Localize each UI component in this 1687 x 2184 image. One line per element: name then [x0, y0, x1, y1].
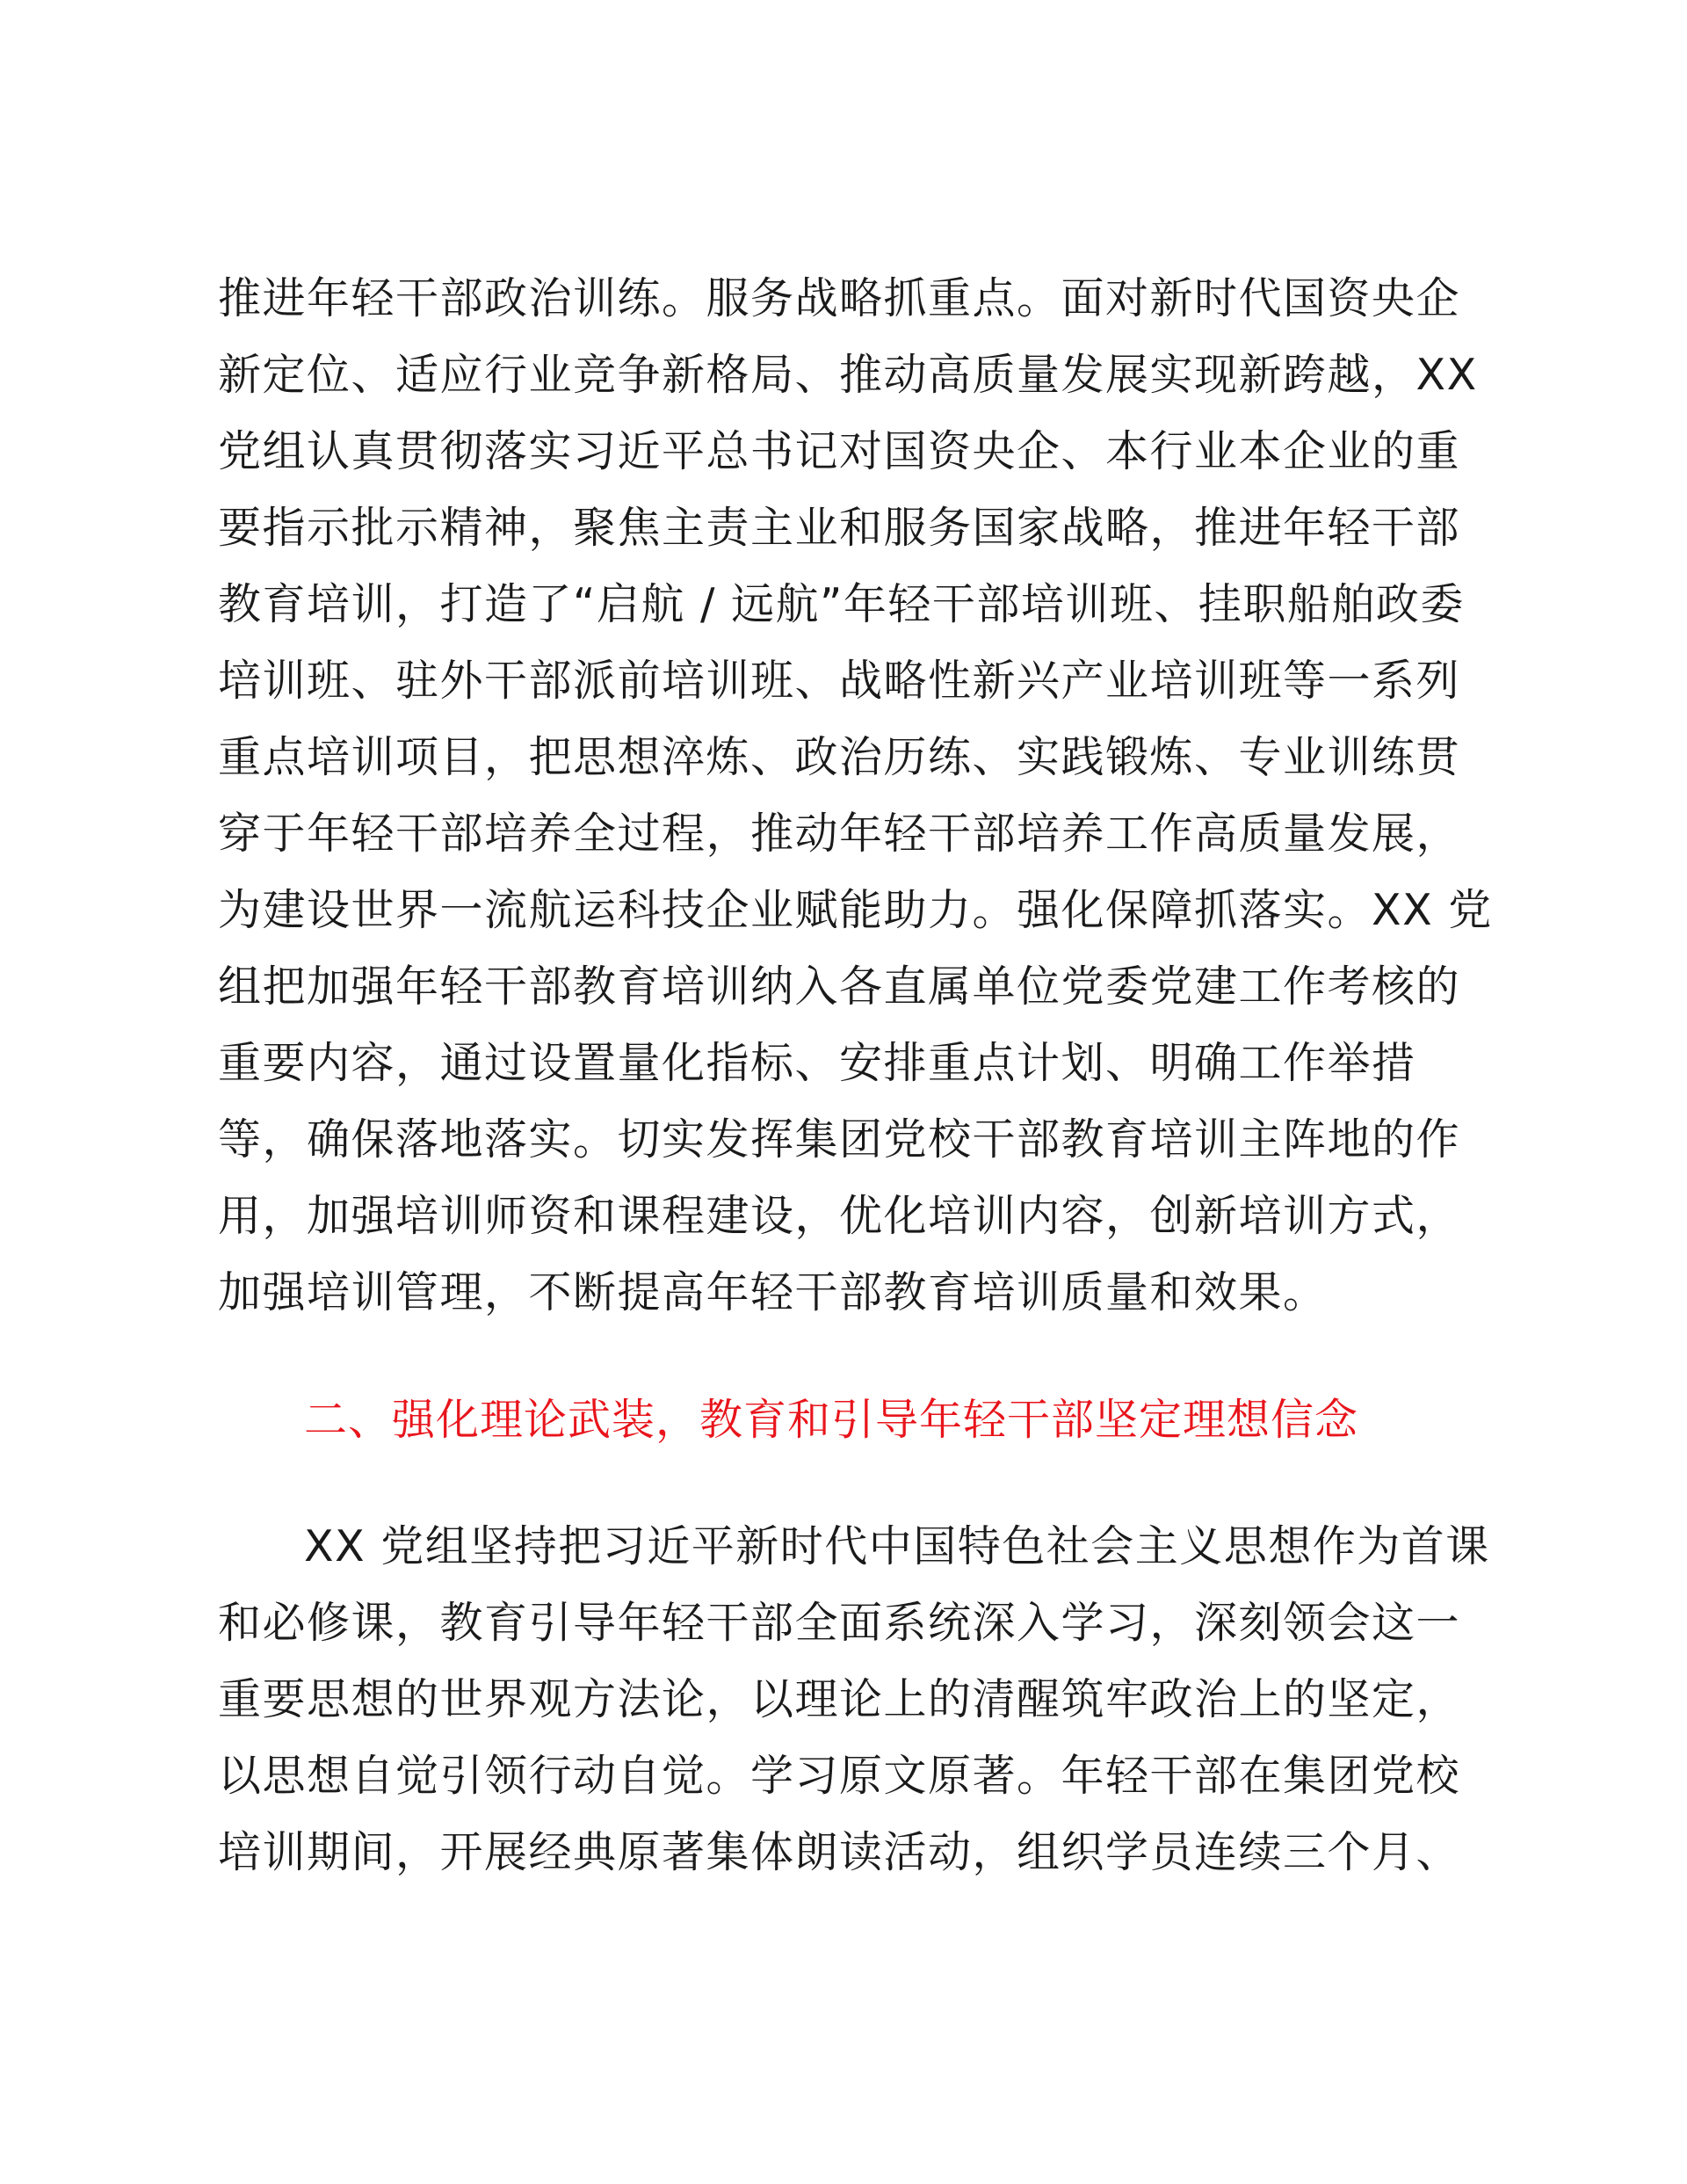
paragraph1-line: 要指示批示精神，聚焦主责主业和服务国家战略，推进年轻干部 — [218, 503, 1461, 553]
paragraph1-line: 重要内容，通过设置量化指标、安排重点计划、明确工作举措 — [218, 1038, 1416, 1088]
paragraph1-line: 加强培训管理，不断提高年轻干部教育培训质量和效果。 — [218, 1267, 1328, 1317]
paragraph2-line: 和必修课，教育引导年轻干部全面系统深入学习，深刻领会这一 — [218, 1598, 1461, 1648]
paragraph1-line: 党组认真贯彻落实习近平总书记对国资央企、本行业本企业的重 — [218, 426, 1461, 476]
paragraph2-line: XX 党组坚持把习近平新时代中国特色社会主义思想作为首课 — [304, 1521, 1490, 1571]
paragraph1-line: 重点培训项目，把思想淬炼、政治历练、实践锻炼、专业训练贯 — [218, 732, 1461, 782]
paragraph1-line: 组把加强年轻干部教育培训纳入各直属单位党委党建工作考核的 — [218, 961, 1461, 1012]
paragraph2-line: 培训期间，开展经典原著集体朗读活动，组织学员连续三个月、 — [218, 1827, 1461, 1877]
paragraph1-line: 用，加强培训师资和课程建设，优化培训内容，创新培训方式， — [218, 1191, 1461, 1241]
paragraph2-line: 重要思想的世界观方法论，以理论上的清醒筑牢政治上的坚定， — [218, 1674, 1461, 1724]
paragraph1-line: 培训班、驻外干部派前培训班、战略性新兴产业培训班等一系列 — [218, 656, 1461, 706]
paragraph2-line: 以思想自觉引领行动自觉。学习原文原著。年轻干部在集团党校 — [218, 1751, 1461, 1801]
paragraph1-line: 为建设世界一流航运科技企业赋能助力。强化保障抓落实。XX 党 — [218, 885, 1493, 935]
paragraph1-line: 新定位、适应行业竞争新格局、推动高质量发展实现新跨越，XX — [218, 350, 1478, 400]
paragraph1-line: 等，确保落地落实。切实发挥集团党校干部教育培训主阵地的作 — [218, 1114, 1461, 1165]
paragraph1-line: 穿于年轻干部培养全过程，推动年轻干部培养工作高质量发展， — [218, 809, 1461, 859]
paragraph1-line: 推进年轻干部政治训练。服务战略抓重点。面对新时代国资央企 — [218, 273, 1461, 323]
section-heading: 二、强化理论武装，教育和引导年轻干部坚定理想信念 — [304, 1395, 1359, 1445]
paragraph1-line: 教育培训，打造了“启航 / 远航”年轻干部培训班、挂职船舶政委 — [218, 579, 1465, 629]
